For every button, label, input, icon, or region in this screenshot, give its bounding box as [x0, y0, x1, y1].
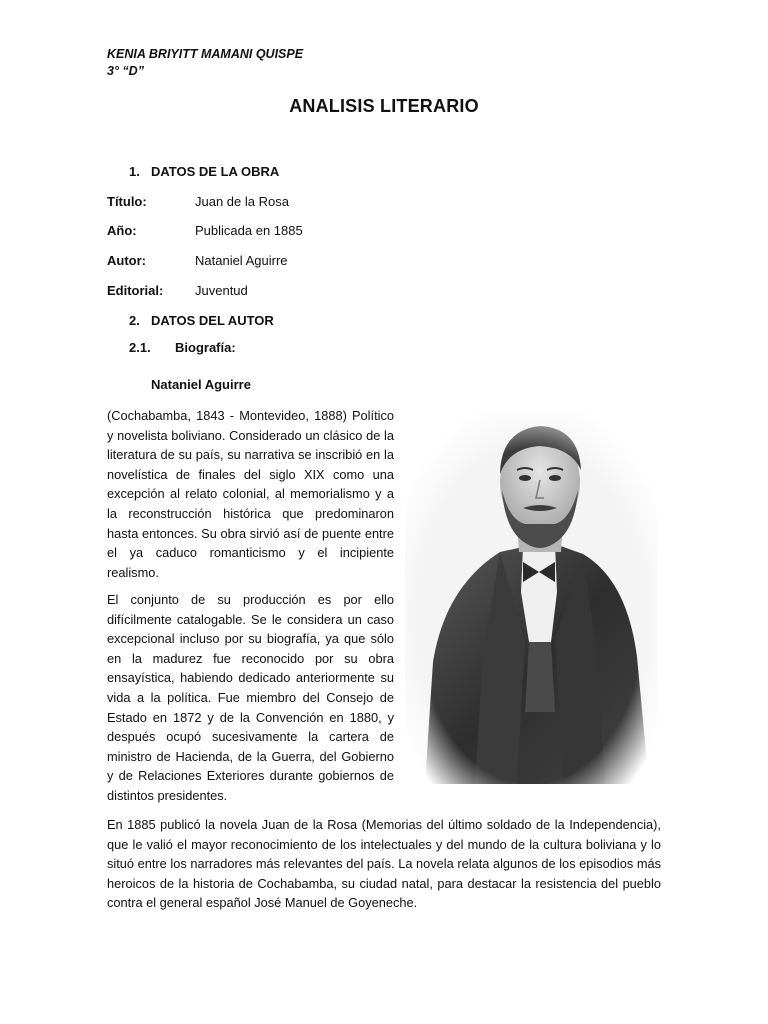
- section-1-number: 1.: [129, 164, 140, 179]
- section-2-heading: [129, 313, 274, 328]
- student-grade: 3° “D”: [107, 64, 144, 78]
- author-name-heading: Nataniel Aguirre: [151, 377, 251, 392]
- field-titulo: [107, 194, 289, 209]
- field-label: Autor:: [107, 253, 146, 268]
- subsection-title: Biografía:: [175, 340, 236, 355]
- section-1-heading: [129, 164, 279, 179]
- field-value: Juan de la Rosa: [195, 194, 289, 209]
- field-label: Editorial:: [107, 283, 164, 298]
- section-2-title: DATOS DEL AUTOR: [151, 313, 274, 328]
- section-2-number: 2.: [129, 313, 140, 328]
- bio-paragraph-1: (Cochabamba, 1843 - Montevideo, 1888) Político y novelista boliviano. Considerado un clásico de la literatura de su país, su narrativa se inscribió en la novelística de finales del siglo XIX como una excepción al relato colonial, al memorialismo y a la reconstrucción histórica que predominaron hasta entonces. Su obra sirvió así de puente entre el ya caduco romanticismo y el incipiente realismo.: [107, 408, 394, 580]
- document-title: ANALISIS LITERARIO: [289, 96, 479, 116]
- field-value: Juventud: [195, 283, 248, 298]
- field-ano: [107, 223, 303, 238]
- field-autor: [107, 253, 288, 268]
- bio-paragraph-3: En 1885 publicó la novela Juan de la Rosa (Memorias del último soldado de la Independencia), que le valió el mayor reconocimiento de los intelectuales y del mundo de la cultura boliviana y lo situó entre los narradores más relevantes del país. La novela relata algunos de los episodios más heroicos de la historia de Cochabamba, su ciudad natal, para destacar la resistencia del pueblo contra el general español José Manuel de Goyeneche.: [107, 817, 661, 911]
- field-label: Año:: [107, 223, 137, 238]
- subsection-2-1-heading: [129, 340, 236, 355]
- field-editorial: [107, 283, 248, 298]
- field-value: Nataniel Aguirre: [195, 253, 288, 268]
- section-1-title: DATOS DE LA OBRA: [151, 164, 280, 179]
- field-label: Título:: [107, 194, 147, 209]
- bio-paragraph-2: El conjunto de su producción es por ello difícilmente catalogable. Se le considera un caso excepcional incluso por su biografía, ya que sólo en la madurez fue reconocido por su obra ensayística, habiendo dedicado anteriormente su vida a la política. Fue miembro del Consejo de Estado en 1872 y de la Convención en 1880, y después ocupó sucesivamente la cartera de ministro de Hacienda, de la Guerra, del Gobierno y de Relaciones Exteriores durante gobiernos de distintos presidentes.: [107, 592, 394, 803]
- student-name: KENIA BRIYITT MAMANI QUISPE: [107, 47, 304, 61]
- field-value: Publicada en 1885: [195, 223, 303, 238]
- author-portrait: [405, 412, 657, 784]
- student-header: [107, 46, 303, 80]
- subsection-number: 2.1.: [129, 340, 151, 355]
